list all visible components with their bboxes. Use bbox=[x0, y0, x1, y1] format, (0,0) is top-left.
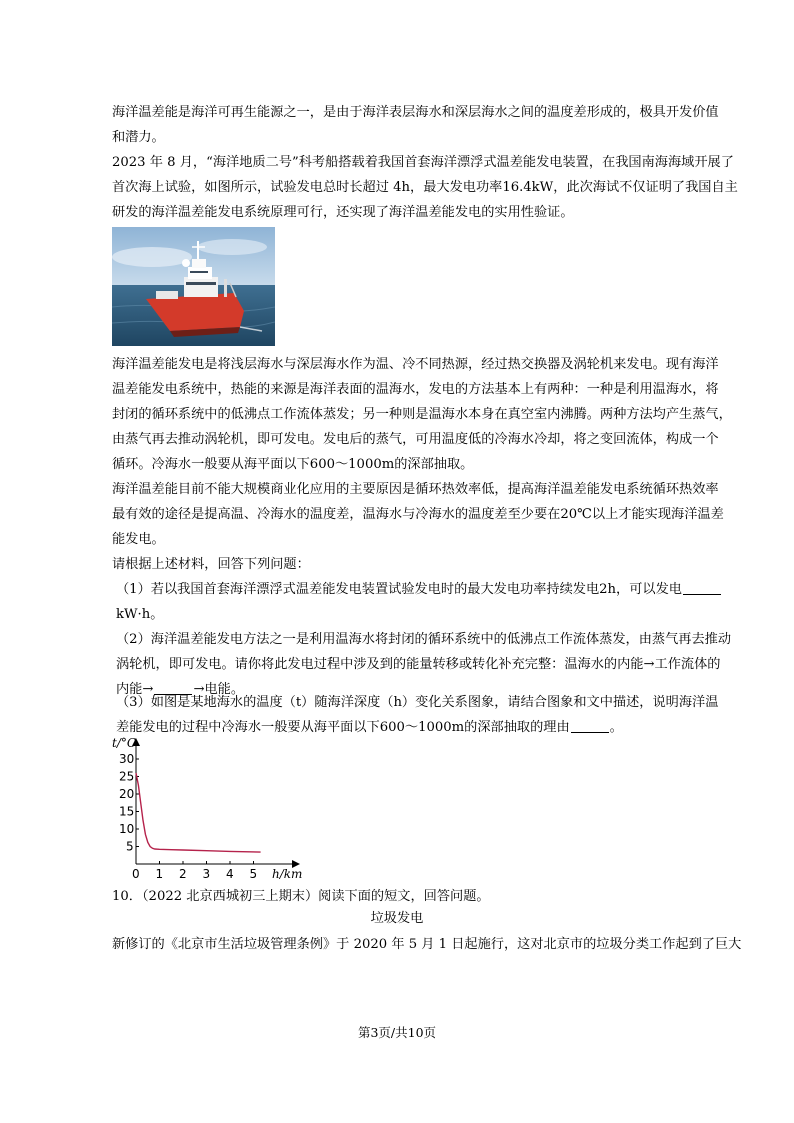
x-tick-label: 3 bbox=[202, 867, 211, 881]
question-3-text: 。 bbox=[609, 720, 623, 735]
body-line: 请根据上述材料，回答下列问题： bbox=[112, 557, 310, 572]
intro-line: 2023 年 8 月，“海洋地质二号”科考船搭载着我国首套海洋漂浮式温差能发电装置，在我国南海海域开展了 bbox=[112, 155, 734, 170]
temperature-depth-chart bbox=[108, 736, 308, 884]
article-paragraph bbox=[112, 932, 742, 957]
body-line: 最有效的途径是提高温、冷海水的温度差，温海水与冷海水的温度差至少要在20℃以上才能实现海洋温差 bbox=[112, 507, 724, 522]
body-line: 封闭的循环系统中的低沸点工作流体蒸发；另一种则是温海水本身在真空室内沸腾。两种方法均产生蒸气， bbox=[112, 407, 732, 422]
body-line: 海洋温差能发电是将浅层海水与深层海水作为温、冷不同热源，经过热交换器及涡轮机来发电。现有海洋 bbox=[112, 357, 719, 372]
x-tick-label: 1 bbox=[155, 867, 164, 881]
question-10-heading bbox=[112, 884, 700, 909]
y-tick-label: 30 bbox=[119, 752, 135, 766]
body-paragraph bbox=[112, 352, 732, 577]
intro-line: 和潜力。 bbox=[112, 130, 165, 145]
y-tick-label: 25 bbox=[119, 769, 135, 784]
question-2-text: →电能。 bbox=[193, 682, 245, 697]
question-3 bbox=[116, 690, 719, 740]
y-tick-label: 15 bbox=[119, 804, 135, 819]
x-tick-label: 5 bbox=[249, 867, 258, 881]
question-2-text: （2）海洋温差能发电方法之一是利用温海水将封闭的循环系统中的低沸点工作流体蒸发，由蒸气再去推动 bbox=[116, 632, 732, 647]
y-tick-label: 20 bbox=[119, 787, 135, 801]
x-axis-label: h/km bbox=[272, 867, 303, 881]
question-1-unit: kW·h。 bbox=[116, 607, 164, 622]
intro-line: 海洋温差能是海洋可再生能源之一，是由于海洋表层海水和深层海水之间的温度差形成的，极具开发价值 bbox=[112, 105, 719, 120]
answer-blank-1[interactable] bbox=[683, 580, 721, 595]
question-1-text: （1）若以我国首套海洋漂浮式温差能发电装置试验发电时的最大发电功率持续发电2h，可以发电 bbox=[116, 582, 682, 597]
y-tick-label: 5 bbox=[126, 839, 134, 854]
question-1 bbox=[116, 577, 704, 627]
x-tick-label: 2 bbox=[179, 867, 187, 881]
body-line: 温差能发电系统中，热能的来源是海洋表面的温海水，发电的方法基本上有两种：一种是利用温海水，将 bbox=[112, 382, 719, 397]
question-3-text: （3）如图是某地海水的温度（t）随海洋深度（h）变化关系图象，请结合图象和文中描述，说明海洋温 bbox=[116, 695, 719, 710]
body-line: 能发电。 bbox=[112, 532, 165, 547]
page-number: 第3页/共10页 bbox=[357, 1025, 437, 1040]
x-tick-label: 4 bbox=[226, 867, 234, 881]
question-2-text: 内能→ bbox=[116, 682, 154, 697]
y-axis-label: t/°C bbox=[112, 736, 137, 750]
article-title: 垃圾发电 bbox=[370, 911, 424, 926]
intro-line: 研发的海洋温差能发电系统原理可行，还实现了海洋温差能发电的实用性验证。 bbox=[112, 205, 574, 220]
x-tick-label: 0 bbox=[132, 867, 140, 881]
body-line: 由蒸气再去推动涡轮机，即可发电。发电后的蒸气，可用温度低的冷海水冷却，将之变回流体，构成一个 bbox=[112, 432, 719, 447]
question-10-text: 10．（2022 北京西城初三上期末）阅读下面的短文，回答问题。 bbox=[112, 889, 490, 904]
body-line: 循环。冷海水一般要从海平面以下600～1000m的深部抽取。 bbox=[112, 457, 474, 472]
series-line bbox=[136, 773, 261, 852]
question-3-text: 差能发电的过程中冷海水一般要从海平面以下600～1000m的深部抽取的理由 bbox=[116, 720, 570, 735]
intro-line: 首次海上试验，如图所示，试验发电总时长超过 4h，最大发电功率16.4kW，此次海试不仅证明了我国自主 bbox=[112, 180, 738, 195]
body-line: 海洋温差能目前不能大规模商业化应用的主要原因是循环热效率低，提高海洋温差能发电系统循环热效率 bbox=[112, 482, 719, 497]
article-line: 新修订的《北京市生活垃圾管理条例》于 2020 年 5 月 1 日起施行，这对北京市的垃圾分类工作起到了巨大 bbox=[112, 937, 742, 952]
research-ship-photo bbox=[112, 227, 275, 346]
intro-paragraph bbox=[112, 100, 738, 225]
question-2-text: 涡轮机，即可发电。请你将此发电过程中涉及到的能量转移或转化补充完整：温海水的内能→工作流体的 bbox=[116, 657, 721, 672]
y-tick-label: 10 bbox=[119, 822, 135, 836]
answer-blank-3[interactable] bbox=[571, 718, 609, 733]
